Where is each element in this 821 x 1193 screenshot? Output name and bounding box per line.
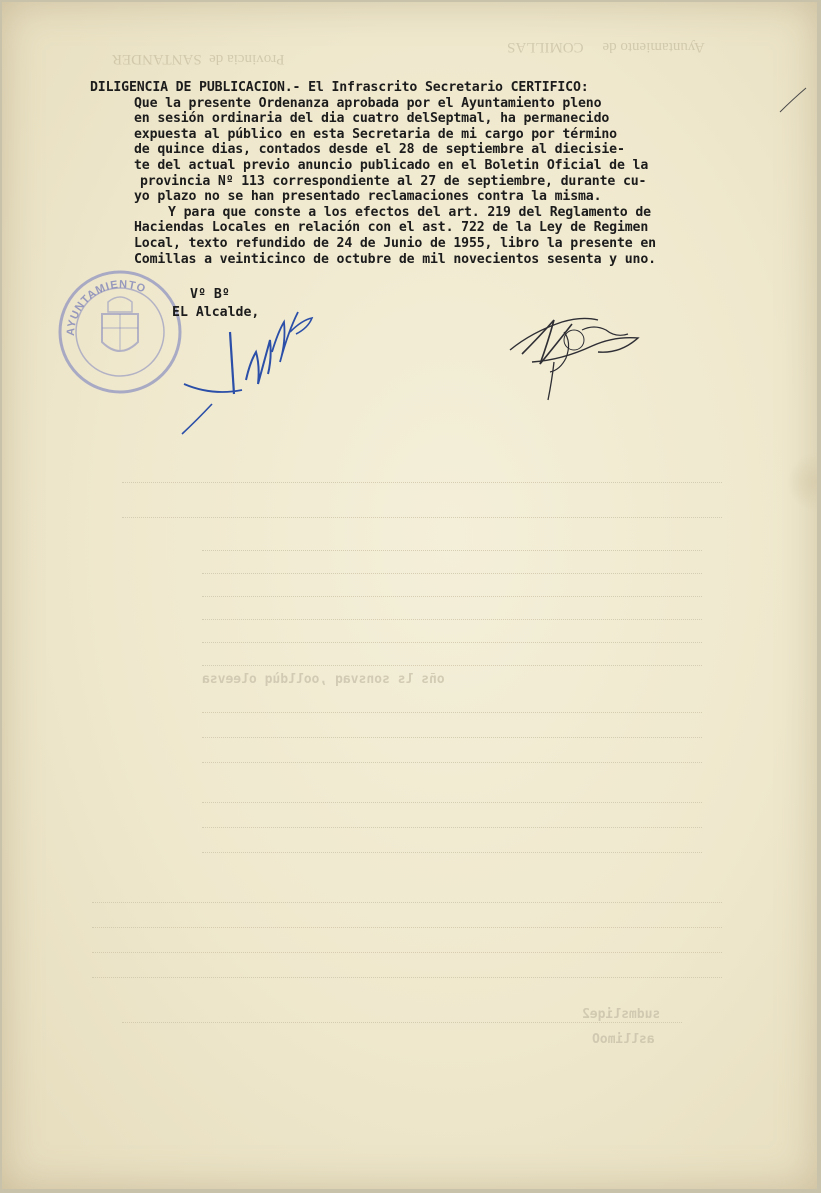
text-line: Comillas a veinticinco de octubre de mil novecientos sesenta y uno. — [134, 251, 656, 267]
bleed-through-header-2: Provincia de SANTANDER — [112, 51, 285, 67]
bleed-through-typed-2: sudmsliqe2 — [582, 1007, 661, 1022]
text-line: te del actual previo anuncio publicado en el Boletin Oficial de la — [134, 157, 649, 173]
text-line: Que la presente Ordenanza aprobada por el Ayuntamiento pleno — [134, 95, 602, 111]
text-line: provincia Nº 113 correspondiente al 27 de septiembre, durante cu- — [140, 173, 647, 189]
mayor-signature — [172, 292, 332, 437]
text-line: expuesta al público en esta Secretaria de mi cargo por término — [134, 126, 617, 142]
mayor-label: EL Alcalde, — [172, 305, 260, 320]
text-line: de quince dias, contados desde el 28 de septiembre al diecisie- — [134, 142, 625, 158]
text-line: yo plazo no se han presentado reclamaciones contra la misma. — [134, 189, 602, 205]
text-line: DILIGENCIA DE PUBLICACION.- El Infrascrito Secretario CERTIFICO: — [90, 80, 589, 95]
certification-text — [90, 80, 800, 267]
text-line: Haciendas Locales en relación con el ast. 722 de la Ley de Regimen — [134, 220, 649, 236]
secretary-signature — [502, 302, 647, 402]
margin-mark — [772, 52, 812, 132]
text-line: en sesión ordinaria del dia cuatro delSeptmal, ha permanecido — [134, 111, 610, 127]
text-line: Y para que conste a los efectos del art. 219 del Reglamento de — [168, 204, 651, 220]
stamp-text: AYUNTAMIENTO — [64, 278, 148, 337]
visto-bueno-label: Vº Bº — [190, 287, 230, 302]
bleed-through-typed: oñs ls sonsvaq ,oolldùq oleevsa — [202, 672, 445, 687]
document-sheet — [2, 2, 817, 1189]
bleed-through-header: Ayuntamiento de COMILLAS — [507, 39, 705, 55]
bleed-through-typed-3: asllimoO — [592, 1032, 655, 1047]
text-line: Local, texto refundido de 24 de Junio de 1955, libro la presente en — [134, 235, 656, 251]
paper-stain — [787, 452, 817, 512]
municipal-stamp — [54, 264, 189, 399]
